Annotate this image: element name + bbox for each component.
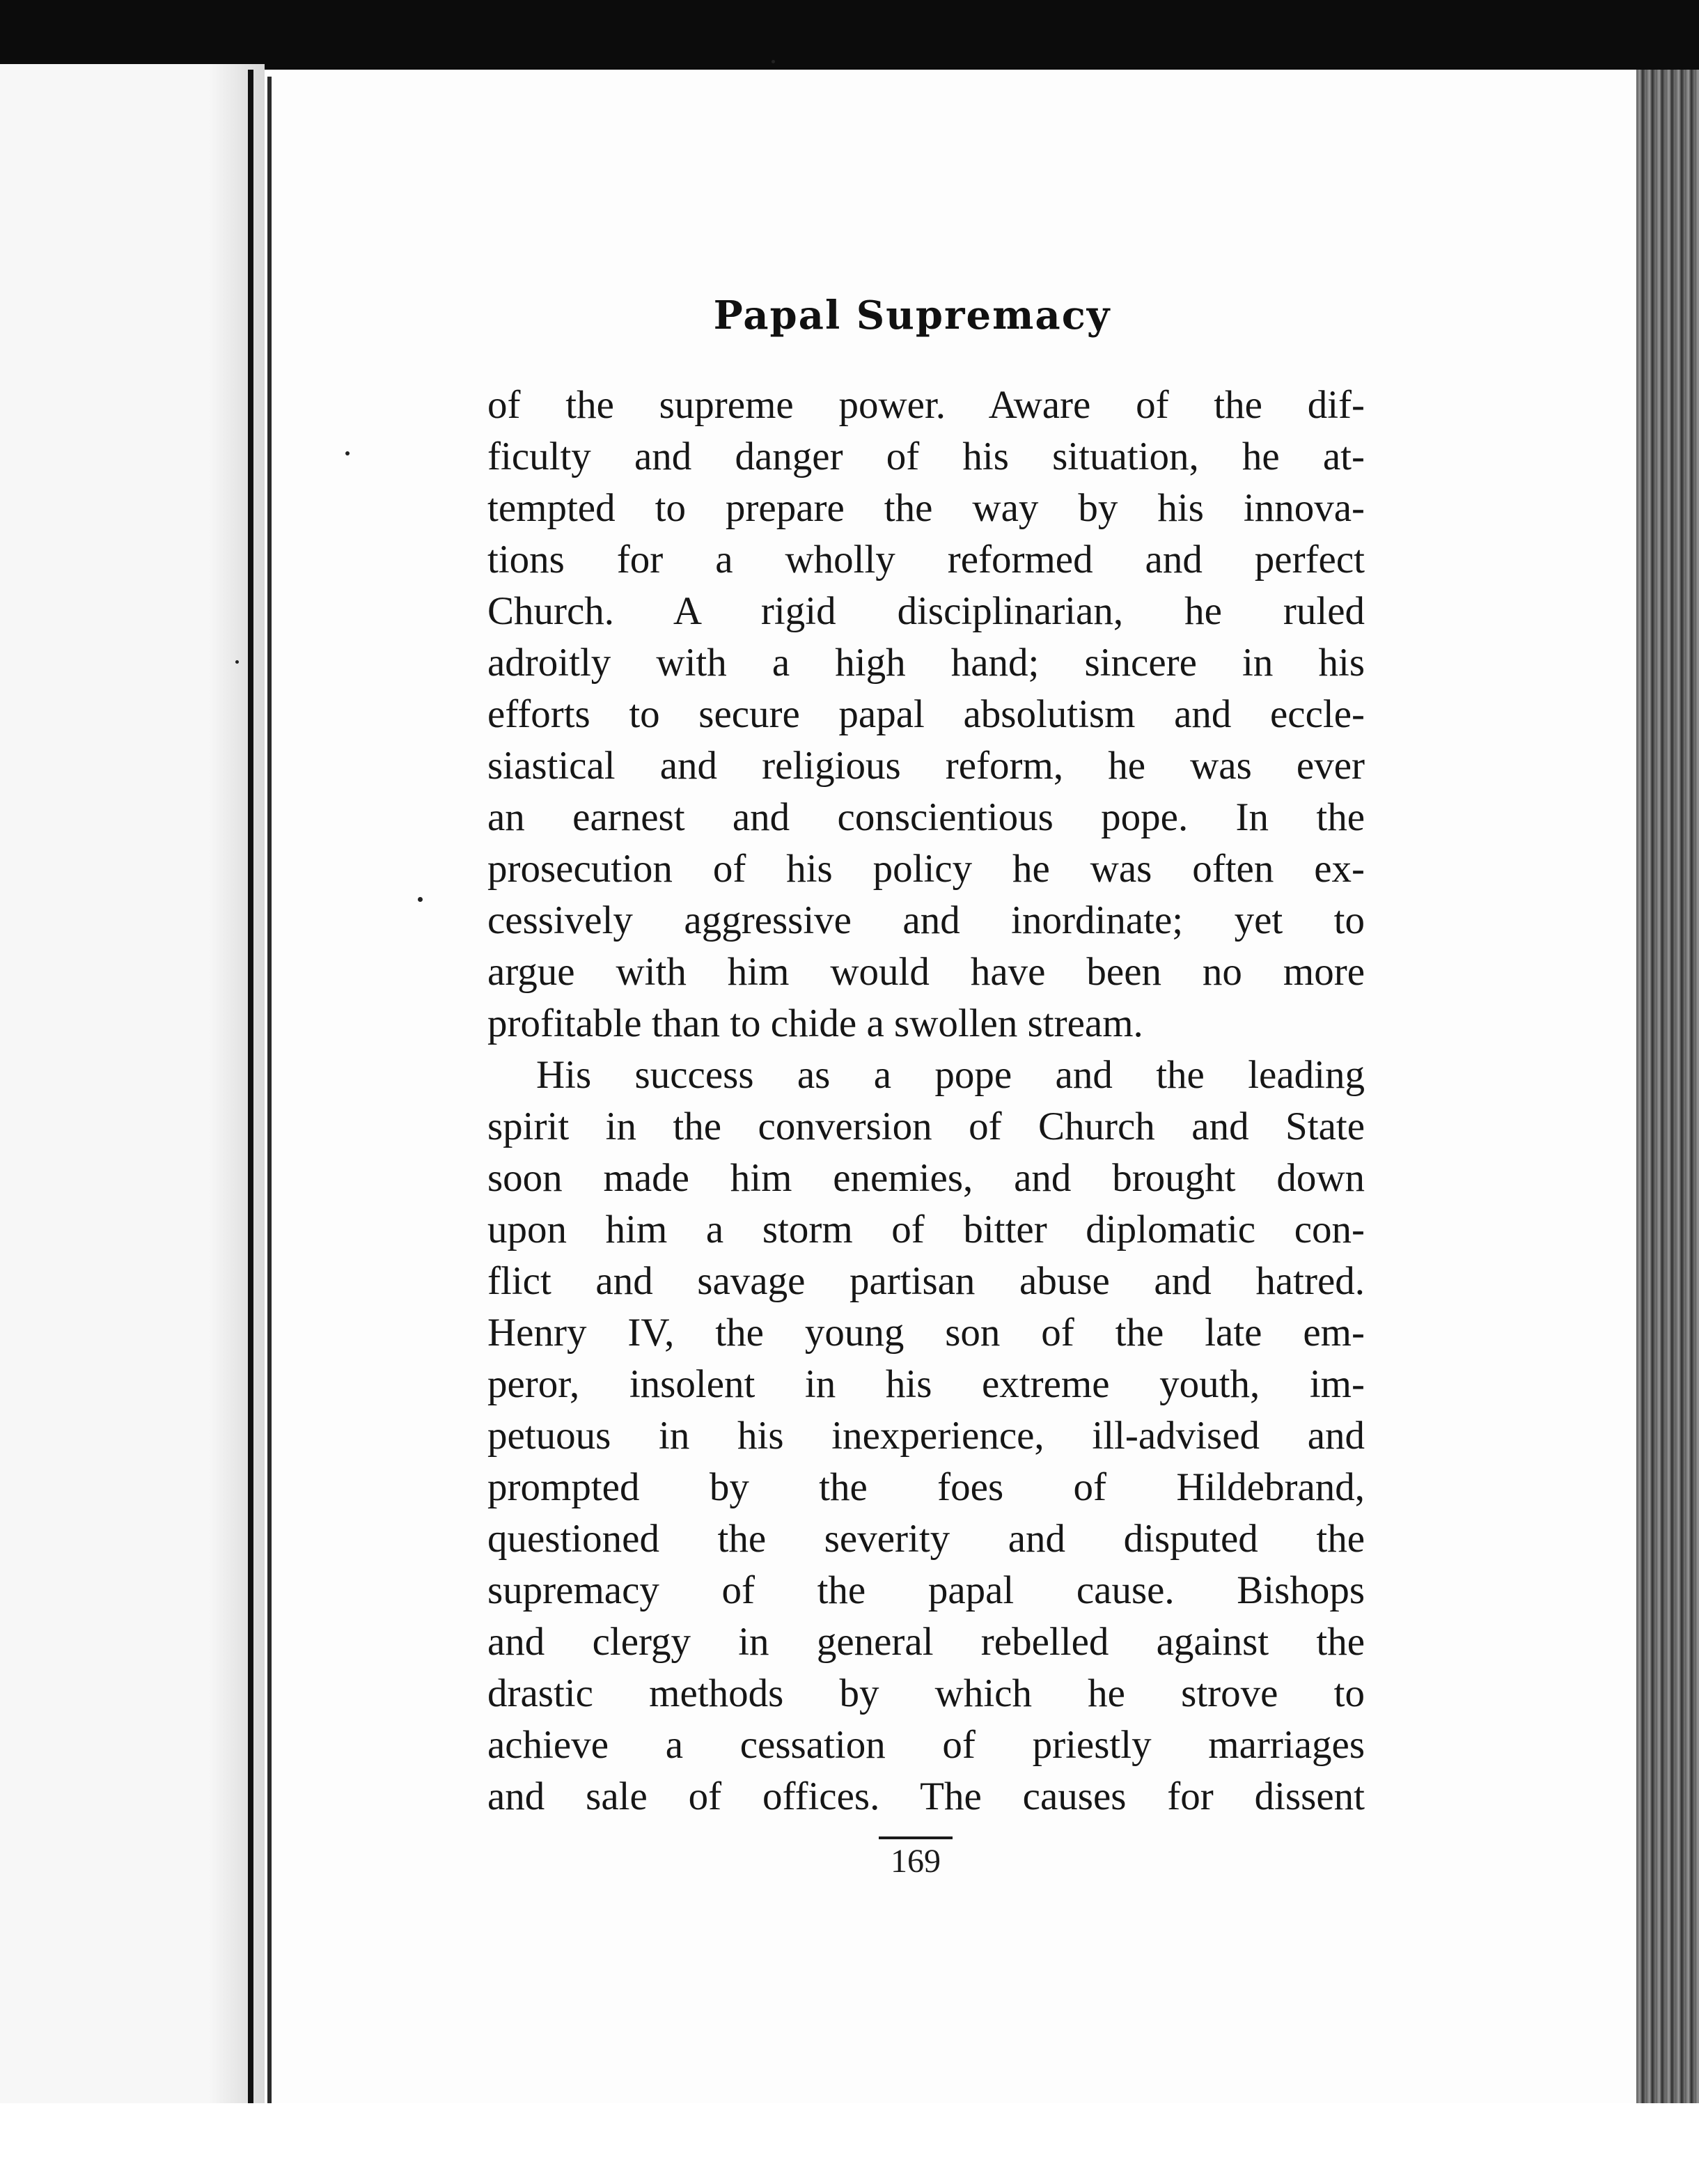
text-line: tempted to prepare the way by his innova- (487, 486, 1365, 530)
text-line: peror, insolent in his extreme youth, im- (487, 1362, 1365, 1406)
text-line: cessively aggressive and inordinate; yet to (487, 898, 1365, 942)
text-line: profitable than to chide a swollen stream. (487, 1001, 1143, 1045)
text-line: Henry IV, the young son of the late em- (487, 1311, 1365, 1355)
text-line: prosecution of his policy he was often ex- (487, 847, 1365, 891)
text-line: and clergy in general rebelled against the (487, 1620, 1365, 1664)
scan-speck (772, 60, 775, 63)
text-line: siastical and religious reform, he was ever (487, 744, 1365, 788)
scan-speck (345, 451, 350, 455)
text-line: upon him a storm of bitter diplomatic con- (487, 1208, 1365, 1251)
text-line: achieve a cessation of priestly marriages (487, 1723, 1365, 1767)
text-line: of the supreme power. Aware of the dif- (487, 383, 1365, 427)
text-line: Church. A rigid disciplinarian, he ruled (487, 589, 1365, 633)
page-number: 169 (891, 1843, 941, 1880)
page-stack-fore-edge (1636, 70, 1699, 2117)
text-line: argue with him would have been no more (487, 950, 1365, 994)
text-line: adroitly with a high hand; sincere in his (487, 641, 1365, 685)
text-line: soon made him enemies, and brought down (487, 1156, 1365, 1200)
scanner-top-band (0, 0, 1699, 70)
facing-page-shadow (209, 64, 265, 2153)
text-line: spirit in the conversion of Church and State (487, 1105, 1365, 1148)
text-line: efforts to secure papal absolutism and eccle- (487, 692, 1365, 736)
scan-speck (418, 897, 423, 902)
text-line: tions for a wholly reformed and perfect (487, 538, 1365, 582)
text-line: flict and savage partisan abuse and hatred. (487, 1259, 1365, 1303)
scan-speck (235, 660, 239, 664)
running-head: Papal Supremacy (713, 292, 1111, 338)
folio-rule (879, 1836, 953, 1839)
text-line: supremacy of the papal cause. Bishops (487, 1568, 1365, 1612)
text-line: and sale of offices. The causes for dissent (487, 1774, 1365, 1818)
gutter-shadow-line (248, 70, 253, 2103)
text-line: an earnest and conscientious pope. In the (487, 795, 1365, 839)
text-line: questioned the severity and disputed the (487, 1517, 1365, 1561)
text-line: His success as a pope and the leading (536, 1053, 1365, 1097)
text-line: ficulty and danger of his situation, he at- (487, 435, 1365, 478)
text-line: drastic methods by which he strove to (487, 1671, 1365, 1715)
text-line: prompted by the foes of Hildebrand, (487, 1465, 1365, 1509)
text-line: petuous in his inexperience, ill-advised and (487, 1414, 1365, 1458)
body-text (487, 380, 1365, 1823)
scanner-bottom-band (0, 2103, 1699, 2184)
